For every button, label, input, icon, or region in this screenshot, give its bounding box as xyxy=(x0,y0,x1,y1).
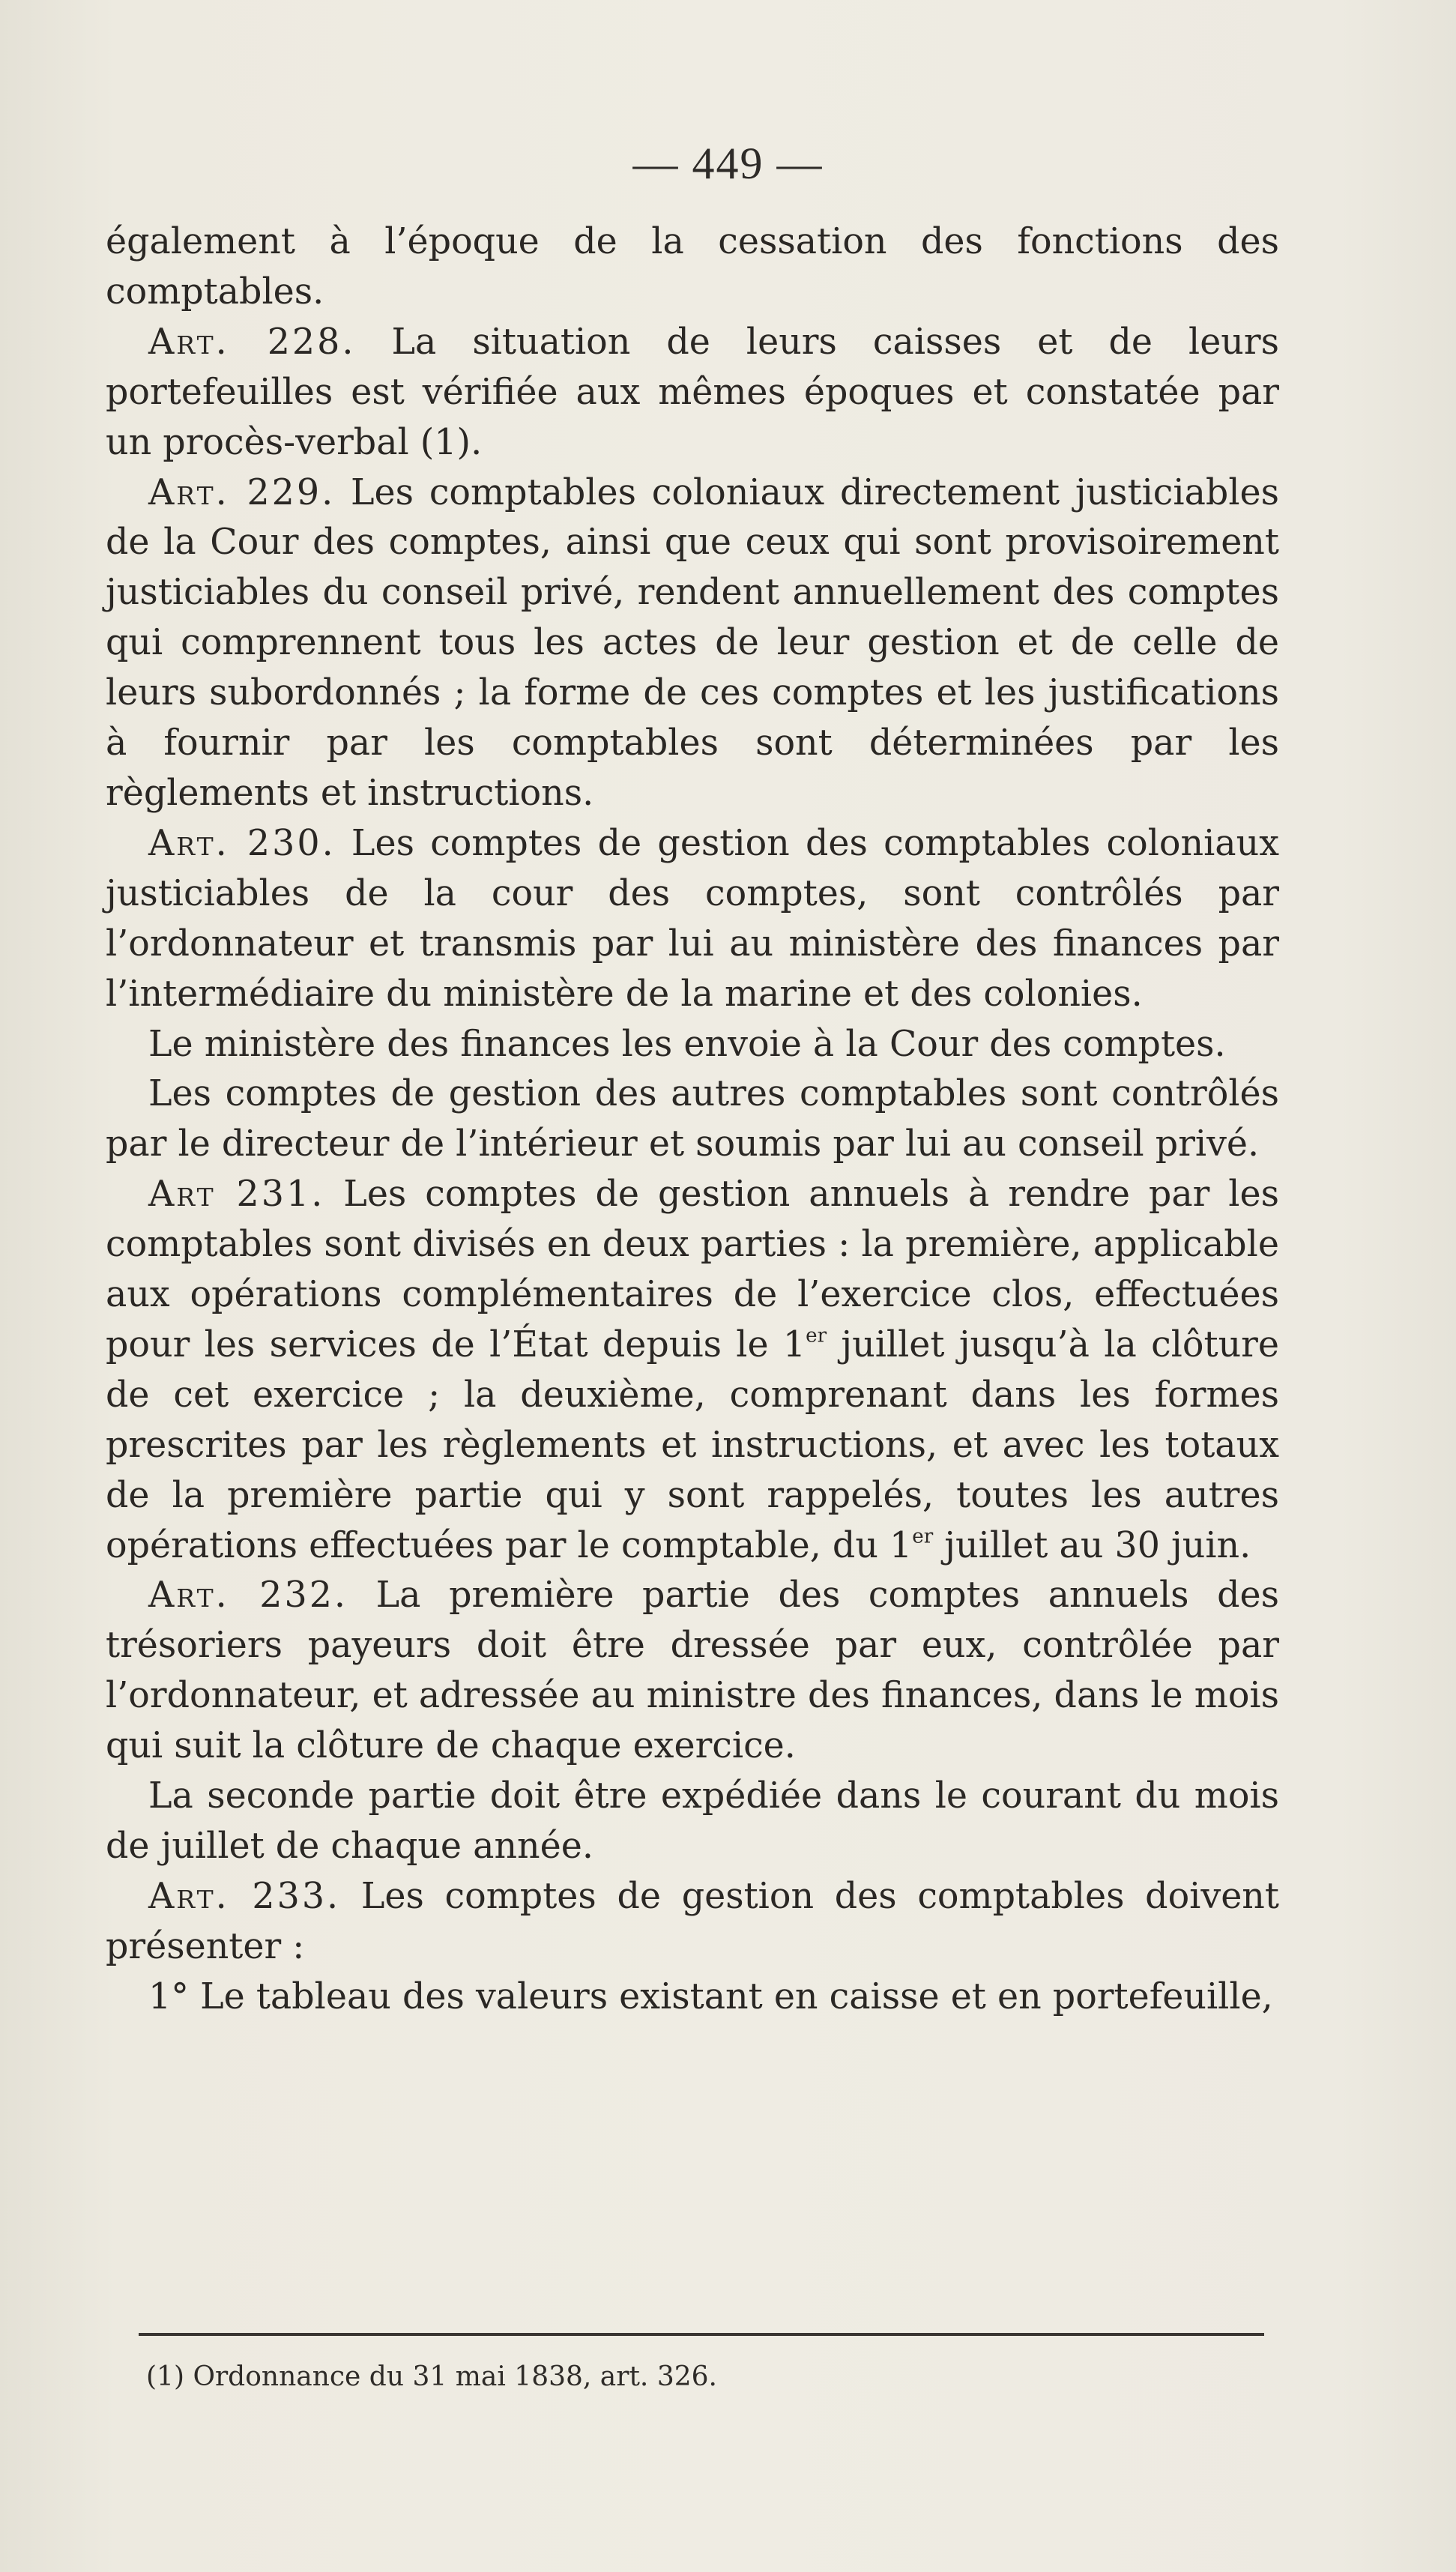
paragraph xyxy=(106,1020,1279,1070)
article-233 xyxy=(106,1872,1279,1972)
paragraph xyxy=(106,1972,1279,2023)
article-228 xyxy=(106,318,1279,468)
paragraph-text: également à l’époque de la cessation des fonctions des comptables. xyxy=(106,221,1279,313)
page-number: — 449 — xyxy=(632,139,824,188)
footnote-divider xyxy=(139,2333,1264,2336)
paragraph-text: La seconde partie doit être expédiée dans le courant du mois de juillet de chaque année. xyxy=(106,1775,1279,1867)
article-231 xyxy=(106,1170,1279,1571)
paragraph-text: Les comptables coloniaux directement justiciables de la Cour des comptes, ainsi que ceux qui sont provisoirement justiciables du conseil privé, rendent annuellement des comptes qui comprennent tous les actes de leur gestion et de celle de leurs subordonnés ; la forme de ces comptes et les justifications à fournir par les comptables sont déterminées par les règlements et instructions. xyxy=(106,471,1280,814)
article-label: Art. 230. xyxy=(148,822,336,864)
footnote: (1) Ordonnance du 31 mai 1838, art. 326. xyxy=(146,2361,717,2392)
article-label: Art. 229. xyxy=(148,471,336,513)
article-230 xyxy=(106,819,1279,1020)
article-229 xyxy=(106,468,1279,819)
paragraph-text: La situation de leurs caisses et de leurs portefeuilles est vérifiée aux mêmes époques et constatée par un procès-verbal (1). xyxy=(106,321,1279,463)
paragraph xyxy=(106,1069,1279,1170)
paragraph-text: Les comptes de gestion des comptables coloniaux justiciables de la cour des comptes, sont contrôlés par l’ordonnateur et transmis par lui au ministère des finances par l’intermédiaire du ministère de la marine et des colonies. xyxy=(106,822,1279,1015)
article-label: Art. 233. xyxy=(148,1875,341,1917)
article-label: Art. 228. xyxy=(148,321,356,363)
article-232 xyxy=(106,1571,1279,1772)
article-label: Art. 232. xyxy=(148,1575,348,1616)
paragraph-continuation xyxy=(106,217,1279,318)
paragraph-text: Les comptes de gestion annuels à rendre par les comptables sont divisés en deux parties : la première, applicable aux opérations complémentaires de l’exercice clos, effectuées pour les services de l’État depuis le 1er juillet jusqu’à la clôture de cet exercice ; la deuxième, comprenant dans les formes prescrites par les règlements et instructions, et avec les totaux de la première partie qui y sont rappelés, toutes les autres opérations effectuées par le comptable, du 1er juillet au 30 juin. xyxy=(106,1174,1279,1566)
paragraph-text: Les comptes de gestion des autres comptables sont contrôlés par le directeur de l’intérieur et soumis par lui au conseil privé. xyxy=(106,1073,1279,1165)
paragraph xyxy=(106,1772,1279,1872)
paragraph-text: Le ministère des finances les envoie à la Cour des comptes. xyxy=(148,1023,1226,1065)
paragraph-text: Les comptes de gestion des comptables doivent présenter : xyxy=(106,1875,1279,1967)
article-label: Art 231. xyxy=(148,1174,325,1216)
paragraph-text: La première partie des comptes annuels des trésoriers payeurs doit être dressée par eux, contrôlée par l’ordonnateur, et adressée au ministre des finances, dans le mois qui suit la clôture de chaque exercice. xyxy=(106,1575,1279,1767)
paragraph-text: 1° Le tableau des valeurs existant en caisse et en portefeuille, xyxy=(148,1975,1273,2017)
body-text xyxy=(106,217,1279,2023)
